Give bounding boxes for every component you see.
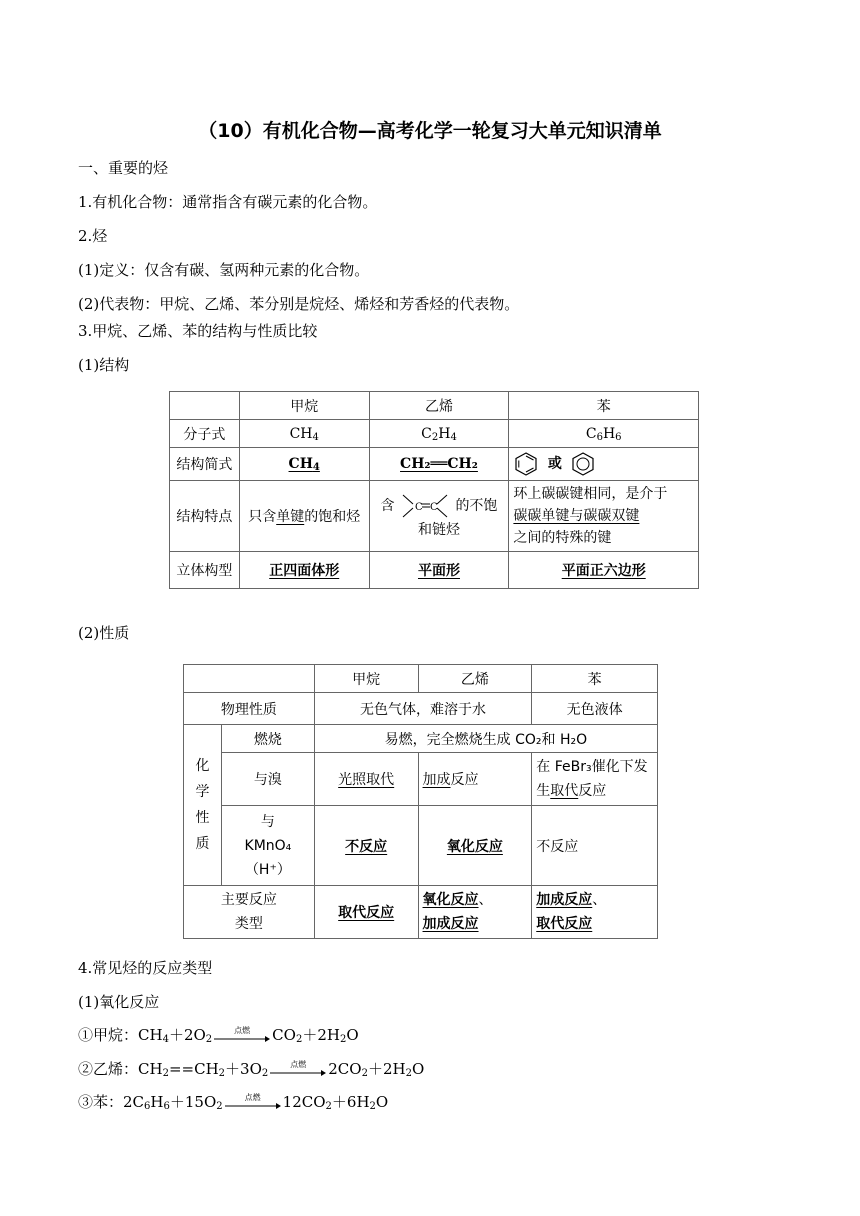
paragraph-hydrocarbon: 2.烃 — [78, 227, 108, 245]
equation-ethylene: ②乙烯：$CH_2==CH_2+3O_2$ 点燃 $2CO_2+2H_2O$ — [78, 1060, 425, 1079]
col-header-ethylene: 乙烯 — [418, 665, 532, 693]
col-header-ethylene: 乙烯 — [369, 392, 509, 420]
paragraph-reaction-types: 4.常见烃的反应类型 — [78, 959, 213, 977]
formula-benzene: $C_6H_6$ — [509, 420, 699, 448]
paragraph-comparison: 3.甲烷、乙烯、苯的结构与性质比较 — [78, 322, 318, 340]
col-header-benzene: 苯 — [532, 665, 658, 693]
feature-benzene: 环上碳碳键相同，是介于 碳碳单键与碳碳双键 之间的特殊的键 — [509, 481, 699, 552]
row-label-geometry: 立体构型 — [170, 552, 240, 589]
row-label-bromine: 与溴 — [221, 753, 314, 806]
equation-methane: ①甲烷：$CH_4+2O_2$ 点燃 $CO_2+2H_2O$ — [78, 1026, 359, 1045]
row-label-features: 结构特点 — [170, 481, 240, 552]
structure-ethylene: CH₂══CH₂ — [369, 448, 509, 481]
feature-methane: 只含单键的饱和烃 — [239, 481, 369, 552]
kmno4-benzene: 不反应 — [532, 806, 658, 886]
kmno4-ethylene: 氧化反应 — [418, 806, 532, 886]
row-label-formula: 分子式 — [170, 420, 240, 448]
col-header-methane: 甲烷 — [314, 665, 418, 693]
paragraph-representatives: (2)代表物：甲烷、乙烯、苯分别是烷烃、烯烃和芳香烃的代表物。 — [78, 295, 520, 313]
or-label: 或 — [547, 456, 562, 472]
paragraph-organic-compound: 1.有机化合物：通常指含有碳元素的化合物。 — [78, 193, 378, 211]
structure-benzene — [509, 448, 699, 481]
combustion-all: 易燃，完全燃烧生成 CO₂和 H₂O — [314, 725, 657, 753]
col-header-benzene: 苯 — [509, 392, 699, 420]
bromine-benzene: 在 FeBr₃催化下发生取代反应 — [532, 753, 658, 806]
bromine-ethylene: 加成反应 — [418, 753, 532, 806]
table-cell — [170, 392, 240, 420]
row-label-kmno4: 与 KMnO₄ （H⁺） — [221, 806, 314, 886]
col-header-methane: 甲烷 — [239, 392, 369, 420]
reaction-arrow-icon: 点燃 — [225, 1096, 281, 1110]
feature-ethylene: 含 C C 的不饱和链烃 — [369, 481, 509, 552]
kmno4-methane: 不反应 — [314, 806, 418, 886]
benzene-kekule-icon — [513, 451, 539, 477]
reaction-arrow-icon: 点燃 — [270, 1063, 326, 1077]
svg-text:C: C — [429, 502, 438, 513]
double-bond-icon — [399, 493, 451, 519]
paragraph-definition: (1)定义：仅含有碳、氢两种元素的化合物。 — [78, 261, 370, 279]
reaction-type-ethylene: 氧化反应、 加成反应 — [418, 886, 532, 939]
row-label-reaction-type: 主要反应 类型 — [184, 886, 315, 939]
benzene-ring-icon — [570, 451, 596, 477]
equation-benzene: ③苯：$2C_6H_6+15O_2$ 点燃 $12CO_2+6H_2O$ — [78, 1093, 389, 1112]
paragraph-properties: (2)性质 — [78, 624, 130, 642]
section-heading: 一、重要的烃 — [78, 159, 169, 177]
geometry-methane: 正四面体形 — [239, 552, 369, 589]
reaction-type-benzene: 加成反应、 取代反应 — [532, 886, 658, 939]
paragraph-oxidation: (1)氧化反应 — [78, 993, 160, 1011]
svg-text:C: C — [414, 502, 423, 513]
structure-table — [169, 391, 699, 589]
properties-table — [183, 664, 658, 939]
structure-methane: $CH_4$ — [239, 448, 369, 481]
geometry-benzene: 平面正六边形 — [509, 552, 699, 589]
geometry-ethylene: 平面形 — [369, 552, 509, 589]
physical-benzene: 无色液体 — [532, 693, 658, 725]
row-label-simplified-structure: 结构简式 — [170, 448, 240, 481]
physical-methane-ethylene: 无色气体，难溶于水 — [314, 693, 531, 725]
bromine-methane: 光照取代 — [314, 753, 418, 806]
formula-ethylene: $C_2H_4$ — [369, 420, 509, 448]
reaction-arrow-icon: 点燃 — [214, 1029, 270, 1043]
row-label-physical: 物理性质 — [184, 693, 315, 725]
formula-methane: $CH_4$ — [239, 420, 369, 448]
table-cell — [184, 665, 315, 693]
paragraph-structure: (1)结构 — [78, 356, 130, 374]
reaction-type-methane: 取代反应 — [314, 886, 418, 939]
page-title: （10）有机化合物—高考化学一轮复习大单元知识清单 — [198, 120, 662, 142]
row-label-combustion: 燃烧 — [221, 725, 314, 753]
row-label-chemical: 化学性质 — [184, 725, 222, 886]
